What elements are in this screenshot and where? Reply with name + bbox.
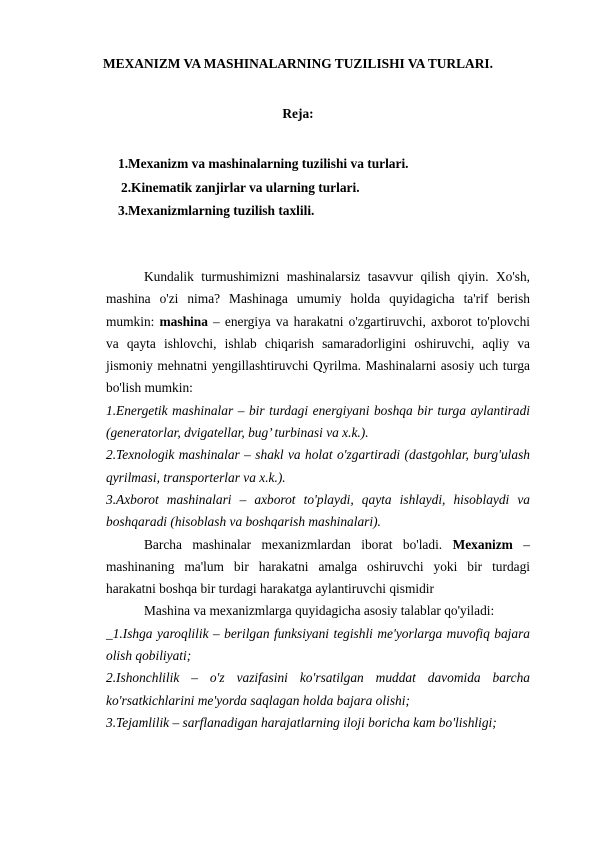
document-title: MEXANIZM VA MASHINALARNING TUZILISHI VA TURLARI. <box>103 56 493 71</box>
paragraph-requirements: Mashina va mexanizmlarga quyidagicha asosiy talablar qo'yiladi: <box>144 603 495 619</box>
plan-item-2: 2.Kinematik zanjirlar va ularning turlari. <box>121 180 360 195</box>
term-mashina: mashina <box>159 313 208 329</box>
paragraph-text: Barcha mashinalar mexanizmlardan iborat bo'ladi. <box>144 536 453 552</box>
list-item: 1.Energetik mashinalar – bir turdagi energiyani boshqa bir turga aylantiradi (generatorlar, dvigatellar, bug’ turbinasi va x.k.). <box>106 402 530 441</box>
paragraph-text: Kundalik turmushimizni mashinalarsiz tasavvur qilish qiyin. Xo'sh, mashina o'zi nima? Mashinaga umumiy holda quyidagicha ta'rif berish mumkin: <box>106 269 530 329</box>
list-item: 3.Tejamlilik – sarflanadigan harajatlarning iloji boricha kam bo'lishligi; <box>106 714 497 730</box>
plan-item-3: 3.Mexanizmlarning tuzilish taxlili. <box>118 203 315 218</box>
paragraph-text: – mashinaning ma'lum bir harakatni amalga oshiruvchi yoki bir turdagi harakatni boshqa bir turdagi harakatga aylantiruvchi qismidir <box>106 536 530 597</box>
paragraph-mashina <box>106 266 530 400</box>
body-text <box>106 266 530 734</box>
plan-heading: Reja: <box>282 106 314 121</box>
term-mexanizm: Mexanizm <box>452 536 513 552</box>
paragraph-mexanizm <box>106 534 530 601</box>
list-item: 2.Ishonchlilik – o'z vazifasini ko'rsatilgan muddat davomida barcha ko'rsatkichlarini me'yorda saqlagan holda bajara olishi; <box>106 670 530 708</box>
list-item: 2.Texnologik mashinalar – shakl va holat o'zgartiradi (dastgohlar, burg'ulash qyrilmasi, transporterlar va x.k.). <box>106 447 530 485</box>
list-item: _1.Ishga yaroqlilik – berilgan funksiyani tegishli me'yorlarga muvofiq bajara olish qobiliyati; <box>106 625 530 664</box>
list-item: 3.Axborot mashinalari – axborot to'playdi, qayta ishlaydi, hisoblaydi va boshqaradi (hisoblash va boshqarish mashinalari). <box>106 491 530 530</box>
paragraph-text: – energiya va harakatni o'zgartiruvchi, axborot to'plovchi va qayta ishlovchi, ishlab chiqarish samaradorligini oshiruvchi, aqliy va jismoniy mehnatni yengillashtiruvchi Qyrilma. Mashinalarni asosiy uch turga bo'lish mumkin: <box>106 313 530 396</box>
plan-item-1: 1.Mexanizm va mashinalarning tuzilishi va turlari. <box>118 156 409 171</box>
